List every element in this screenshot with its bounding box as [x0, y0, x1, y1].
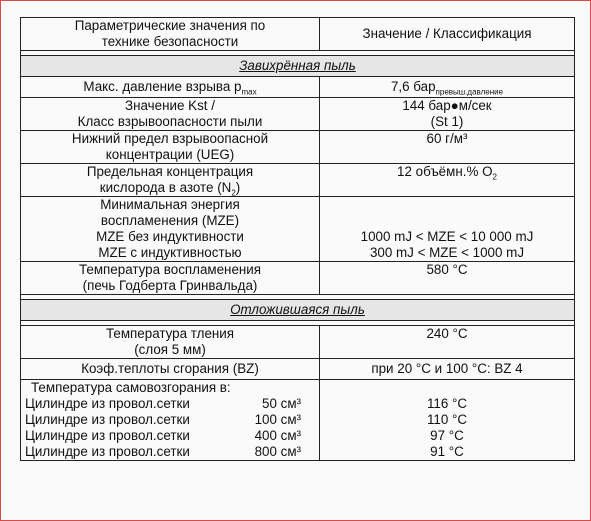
cylinder-size: 100 см³	[254, 412, 301, 427]
kst-value	[320, 98, 575, 131]
table-row	[21, 98, 575, 131]
mze-value-line3: 1000 mJ < MZE < 10 000 mJ	[360, 229, 534, 244]
o2-value-text: 12 объёмн.% O	[397, 164, 493, 179]
bz-value: при 20 °C и 100 °C: BZ 4	[320, 359, 575, 380]
mze-value-line4: 300 mJ < MZE < 1000 mJ	[369, 245, 525, 260]
mze-value	[320, 197, 575, 262]
list-item	[25, 412, 315, 428]
o2-value-sub: 2	[492, 172, 497, 182]
pmax-label-sub: max	[241, 87, 257, 97]
cylinder-name: Цилиндре из провол.сетки	[25, 396, 190, 411]
cylinder-value: 97 °C	[430, 428, 464, 443]
ignition-label	[21, 262, 320, 295]
o2-label-line1: Предельная концентрация	[86, 164, 254, 179]
kst-label-line2: Класс взрывоопасности пыли	[77, 114, 263, 129]
ueg-value: 60 г/м³	[320, 131, 575, 164]
table-header-row	[21, 18, 575, 51]
table-row	[21, 326, 575, 359]
o2-value	[320, 164, 575, 197]
kst-label-line1: Значение Kst /	[125, 98, 215, 113]
pmax-value	[320, 77, 575, 98]
cylinder-size: 50 см³	[262, 396, 301, 411]
cylinder-name: Цилиндре из провол.сетки	[25, 428, 190, 443]
table-row	[21, 380, 575, 461]
kst-value-line2: (St 1)	[430, 114, 464, 129]
cylinder-value: 91 °C	[430, 444, 464, 459]
list-item	[25, 396, 315, 412]
cylinder-value: 110 °C	[426, 412, 468, 427]
table-row	[21, 359, 575, 380]
safety-parameters-table	[20, 17, 575, 461]
smolder-label-line2: (слоя 5 мм)	[134, 342, 206, 357]
ueg-label-line2: концентрации (UEG)	[105, 147, 235, 162]
kst-value-line1: 144 бар●м/сек	[402, 98, 492, 113]
table-row	[21, 131, 575, 164]
kst-label	[21, 98, 320, 131]
list-item	[25, 428, 315, 444]
ignition-label-line1: Температура воспламенения	[78, 262, 262, 277]
section-whirled-dust	[21, 56, 575, 77]
table-row	[21, 262, 575, 295]
smolder-label-line1: Температура тления	[105, 326, 235, 341]
cylinder-name: Цилиндре из провол.сетки	[25, 412, 190, 427]
o2-label-line2-text: кислорода в азоте (N	[99, 180, 232, 195]
bz-label: Коэф.теплоты сгорания (BZ)	[21, 359, 320, 380]
pmax-value-sub: превыш.давление	[435, 87, 504, 97]
section-title: Отложившаяся пыль	[21, 300, 575, 321]
ueg-label	[21, 131, 320, 164]
mze-label-line2: воспламенения (MZE)	[100, 213, 240, 228]
smolder-label	[21, 326, 320, 359]
pmax-label	[21, 77, 320, 98]
smolder-value: 240 °C	[320, 326, 575, 359]
cylinder-size: 800 см³	[254, 444, 301, 459]
header-parameters-line2: технике безопасности	[101, 34, 239, 49]
cylinder-value: 116 °C	[426, 396, 468, 411]
ignition-value: 580 °C	[320, 262, 575, 295]
section-title: Завихрённая пыль	[21, 56, 575, 77]
table-row	[21, 77, 575, 98]
table-row	[21, 164, 575, 197]
mze-label-line4: MZE с индуктивностью	[98, 245, 242, 260]
o2-label	[21, 164, 320, 197]
ueg-label-line1: Нижний предел взрывоопасной	[71, 131, 269, 146]
header-parameters-line1: Параметрические значения по	[74, 18, 266, 33]
pmax-value-text: 7,6 бар	[390, 79, 436, 94]
section-deposited-dust	[21, 300, 575, 321]
list-item	[25, 444, 315, 460]
mze-label-line3: MZE без индуктивности	[96, 229, 244, 244]
o2-label-tail: )	[235, 180, 241, 195]
o2-label-sub: 2	[231, 188, 236, 198]
ignition-label-line2: (печь Годберта Гринвальда)	[82, 278, 258, 293]
self-ignition-title: Температура самовозгорания в:	[31, 380, 231, 395]
header-parameters	[21, 18, 320, 51]
cylinder-size: 400 см³	[254, 428, 301, 443]
o2-label-line2	[25, 180, 315, 196]
cylinder-name: Цилиндре из провол.сетки	[25, 444, 190, 459]
mze-label-line1: Минимальная энергия	[100, 197, 240, 212]
table-row	[21, 197, 575, 262]
pmax-label-text: Макс. давление взрыва p	[83, 79, 242, 94]
mze-label	[21, 197, 320, 262]
self-ignition-label	[21, 380, 320, 461]
self-ignition-values	[320, 380, 575, 461]
header-value: Значение / Классификация	[320, 18, 575, 51]
